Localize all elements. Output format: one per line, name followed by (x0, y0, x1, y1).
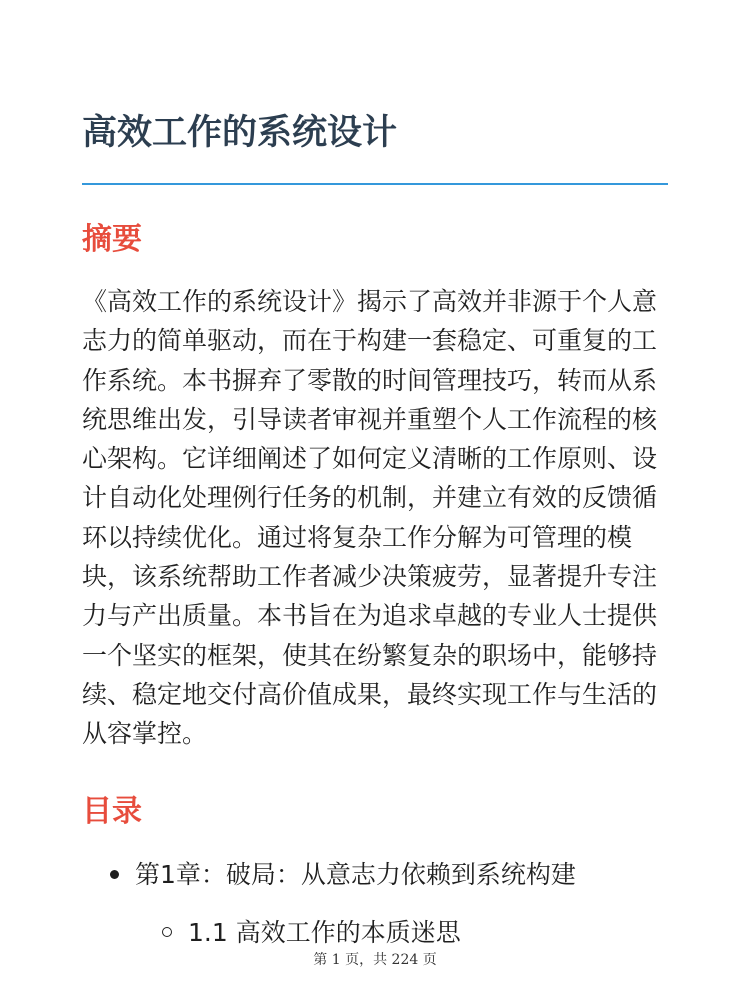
toc-chapter-item[interactable] (110, 856, 576, 894)
toc-heading: 目录 (82, 794, 142, 829)
toc-section-item[interactable] (162, 914, 461, 952)
bullet-circle-icon (162, 927, 172, 937)
page-number-footer: 第 1 页，共 224 页 (0, 950, 750, 970)
toc-chapter-label: 第1章：破局：从意志力依赖到系统构建 (135, 860, 576, 889)
bullet-dot-icon (110, 870, 119, 879)
abstract-paragraph: 《高效工作的系统设计》揭示了高效并非源于个人意志力的简单驱动，而在于构建一套稳定、可重复的工作系统。本书摒弃了零散的时间管理技巧，转而从系统思维出发，引导读者审视并重塑个人工作流程的核心架构。它详细阐述了如何定义清晰的工作原则、设计自动化处理例行任务的机制，并建立有效的反馈循环以持续优化。通过将复杂工作分解为可管理的模块，该系统帮助工作者减少决策疲劳，显著提升专注力与产出质量。本书旨在为追求卓越的专业人士提供一个坚实的框架，使其在纷繁复杂的职场中，能够持续、稳定地交付高价值成果，最终实现工作与生活的从容掌控。 (82, 287, 658, 749)
toc-section-label: 1.1 高效工作的本质迷思 (188, 918, 461, 947)
abstract-heading: 摘要 (82, 222, 142, 257)
title-divider (82, 183, 668, 185)
document-title: 高效工作的系统设计 (82, 113, 398, 153)
